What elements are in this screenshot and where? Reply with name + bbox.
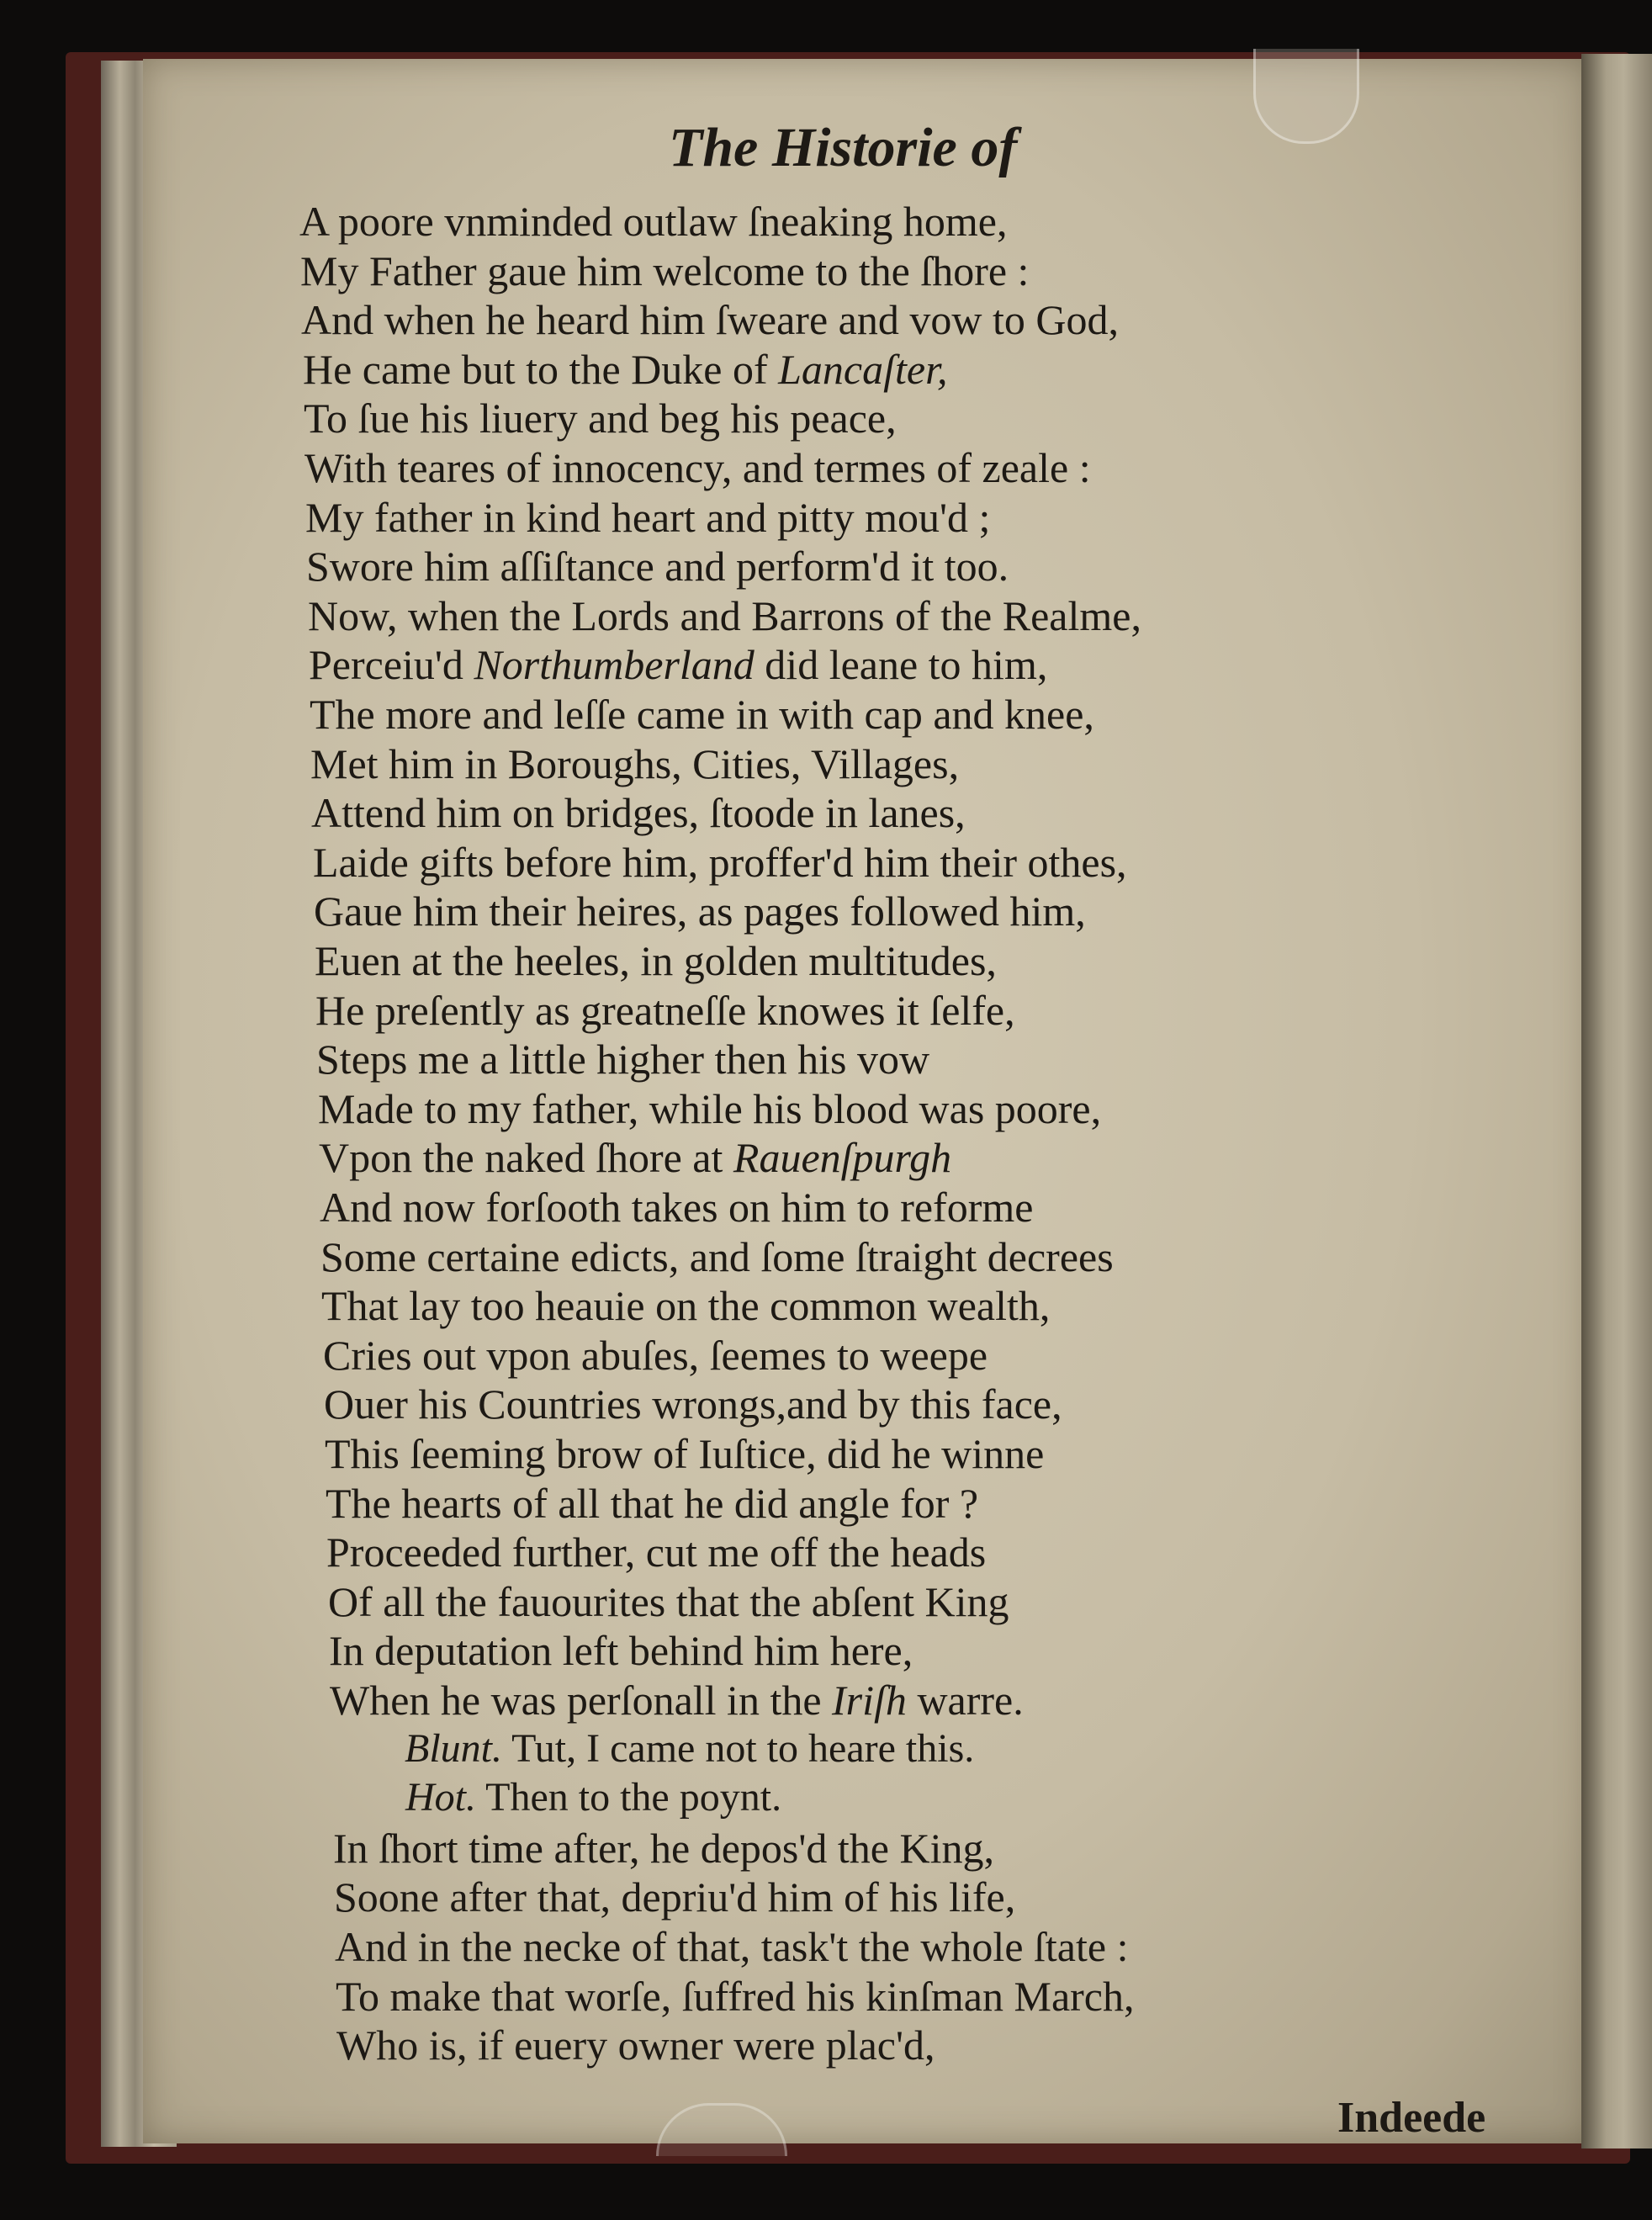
line-text: Attend him on bridges, ſtoode in lanes, [311, 789, 966, 836]
verse-line [311, 789, 966, 836]
line-text: To ſue his liuery and beg his peace, [304, 395, 897, 442]
verse-line [303, 346, 948, 393]
verse-line [305, 494, 991, 541]
running-header: The Historie of [669, 117, 1018, 178]
line-text: Then to the poynt. [476, 1775, 782, 1820]
verse-line [334, 1873, 1016, 1921]
verse-line [320, 1184, 1034, 1231]
italic-text: Hot. [405, 1775, 476, 1820]
verse-line [309, 641, 1048, 688]
verse-line [306, 543, 1009, 590]
line-text: He preſently as greatneſſe knowes it ſelfe, [315, 987, 1015, 1034]
line-text: Cries out vpon abuſes, ſeemes to weepe [323, 1332, 988, 1379]
line-text: A poore vnminded outlaw ſneaking home, [299, 198, 1008, 245]
line-text: And in the necke of that, task't the whole ſtate : [335, 1923, 1129, 1970]
verse-line [405, 1726, 975, 1771]
line-text: Of all the fauourites that the abſent King [328, 1578, 1009, 1625]
verse-line [336, 1973, 1135, 2020]
verse-line [405, 1775, 782, 1820]
line-text: Swore him aſſiſtance and perform'd it too. [306, 543, 1009, 590]
line-text: Perceiu'd [309, 641, 474, 688]
line-text: Some certaine edicts, and ſome ſtraight decrees [320, 1233, 1114, 1280]
verse-line [326, 1529, 987, 1576]
line-text: The more and leſſe came in with cap and knee, [310, 691, 1094, 738]
line-text: Made to my father, while his blood was poore, [318, 1085, 1102, 1132]
line-text: He came but to the Duke of [303, 346, 779, 393]
line-text: My Father gaue him welcome to the ſhore : [300, 247, 1030, 294]
facing-page-edge [1581, 54, 1652, 2148]
verse-line [329, 1629, 913, 1672]
line-text: When he was perſonall in the [330, 1677, 833, 1724]
line-text: With teares of innocency, and termes of zeale : [304, 444, 1091, 491]
verse-line [321, 1282, 1051, 1329]
line-text: In deputation left behind him here, [329, 1627, 913, 1674]
italic-text: Blunt. [405, 1726, 502, 1771]
line-text: The hearts of all that he did angle for ? [326, 1480, 979, 1527]
line-text: This ſeeming brow of Iuſtice, did he winne [325, 1430, 1045, 1477]
verse-line [304, 444, 1091, 491]
line-text: To make that worſe, ſuffred his kinſman March, [336, 1973, 1135, 2020]
verse-line [313, 839, 1127, 886]
verse-line [315, 937, 997, 984]
line-text: Steps me a little higher then his vow [316, 1036, 930, 1083]
verse-line [310, 740, 960, 787]
verse-line [324, 1380, 1062, 1428]
line-text: did leane to him, [754, 641, 1048, 688]
line-text: My father in kind heart and pitty mou'd ; [305, 494, 991, 541]
verse-line [336, 2021, 935, 2069]
line-text: Who is, if euery owner were plac'd, [336, 2021, 935, 2069]
catchword: Indeede [1337, 2094, 1486, 2142]
italic-text: Rauenſpurgh [733, 1134, 952, 1181]
verse-line [314, 887, 1086, 935]
verse-line [308, 592, 1141, 639]
line-text: That lay too heauie on the common wealth, [321, 1282, 1051, 1329]
verse-line [335, 1923, 1129, 1970]
verse-line [318, 1085, 1102, 1132]
line-text: Vpon the naked ſhore at [319, 1134, 733, 1181]
line-text: Tut, I came not to heare this. [502, 1726, 975, 1771]
verse-line [323, 1332, 988, 1379]
line-text: And now forſooth takes on him to reforme [320, 1184, 1034, 1231]
verse-line [316, 1036, 930, 1083]
verse-line [330, 1677, 1024, 1724]
verse-line [326, 1480, 979, 1527]
line-text: Euen at the heeles, in golden multitudes, [315, 937, 997, 984]
italic-text: Northumberland [474, 641, 755, 688]
verse-line [304, 395, 897, 442]
verse-line [328, 1578, 1009, 1625]
line-text: Proceeded further, cut me off the heads [326, 1529, 987, 1576]
verse-line [299, 198, 1008, 245]
line-text: Soone after that, depriu'd him of his life, [334, 1873, 1016, 1921]
verse-line [319, 1136, 951, 1179]
line-text: Ouer his Countries wrongs,and by this face, [324, 1380, 1062, 1428]
line-text: And when he heard him ſweare and vow to God, [301, 296, 1119, 343]
italic-text: Iriſh [832, 1677, 907, 1724]
line-text: warre. [906, 1677, 1024, 1724]
line-text: Now, when the Lords and Barrons of the Realme, [308, 592, 1141, 639]
verse-line [310, 691, 1094, 738]
verse-line [301, 296, 1119, 343]
page-clip-top [1253, 49, 1359, 144]
verse-line [300, 247, 1030, 294]
verse-line [325, 1430, 1045, 1477]
verse-line [320, 1233, 1114, 1280]
italic-text: Lancaſter, [778, 346, 948, 393]
line-text: Gaue him their heires, as pages followed him, [314, 887, 1086, 935]
line-text: Met him in Boroughs, Cities, Villages, [310, 740, 960, 787]
verse-line [333, 1825, 994, 1872]
verse-line [315, 987, 1015, 1034]
line-text: In ſhort time after, he depos'd the King, [333, 1825, 994, 1872]
line-text: Laide gifts before him, proffer'd him their othes, [313, 839, 1127, 886]
